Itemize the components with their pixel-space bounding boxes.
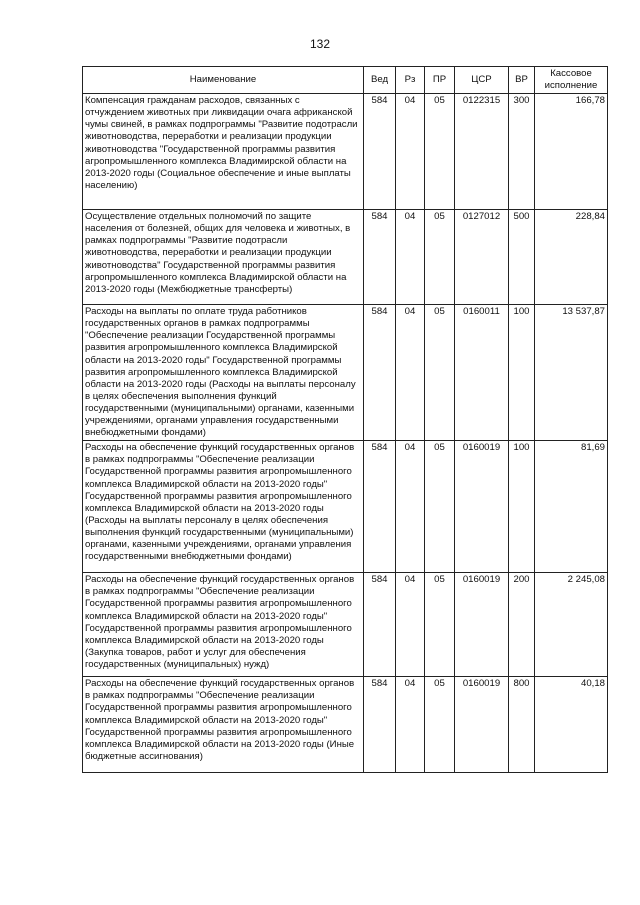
table-row xyxy=(83,441,608,573)
row-vr: 100 xyxy=(509,305,535,441)
row-name: Осуществление отдельных полномочий по защите населения от болезней, общих для человека и животных, в рамках подпрограммы "Развитие подотрасли животноводства, переработки и реализации продукции животноводства" Государственной программы развития агропромышленного комплекса Владимирской области на 2013-2020 годы (Межбюджетные трансферты) xyxy=(83,210,364,305)
row-pr: 05 xyxy=(425,305,455,441)
row-ved: 584 xyxy=(364,441,396,573)
header-csr: ЦСР xyxy=(455,67,509,94)
row-ved: 584 xyxy=(364,677,396,773)
row-ved: 584 xyxy=(364,210,396,305)
row-rz: 04 xyxy=(396,573,425,677)
row-amount: 2 245,08 xyxy=(535,573,608,677)
row-name: Расходы на обеспечение функций государственных органов в рамках подпрограммы "Обеспечение реализации Государственной программы развития агропромышленного комплекса Владимирской области на 2013-2020 годы" Государственной программы развития агропромышленного комплекса Владимирской области на 2013-2020 годы (Иные бюджетные ассигнования) xyxy=(83,677,364,773)
row-amount: 13 537,87 xyxy=(535,305,608,441)
budget-execution-table xyxy=(82,66,608,773)
row-name: Компенсация гражданам расходов, связанных с отчуждением животных при ликвидации очага африканской чумы свиней, в рамках подпрограммы "Развитие подотрасли животноводства, переработки и реализации продукции животноводства "Государственной программы развития агропромышленного комплекса Владимирской области на 2013-2020 годы (Социальное обеспечение и иные выплаты населению) xyxy=(83,94,364,210)
row-vr: 300 xyxy=(509,94,535,210)
row-pr: 05 xyxy=(425,210,455,305)
row-csr: 0160019 xyxy=(455,573,509,677)
table-row xyxy=(83,305,608,441)
header-kassovoe: Кассовое исполнение xyxy=(535,67,608,94)
row-rz: 04 xyxy=(396,210,425,305)
header-name: Наименование xyxy=(83,67,364,94)
row-csr: 0160011 xyxy=(455,305,509,441)
row-pr: 05 xyxy=(425,573,455,677)
table-row xyxy=(83,573,608,677)
row-pr: 05 xyxy=(425,441,455,573)
header-ved: Вед xyxy=(364,67,396,94)
row-csr: 0127012 xyxy=(455,210,509,305)
header-vr: ВР xyxy=(509,67,535,94)
row-rz: 04 xyxy=(396,677,425,773)
row-name: Расходы на обеспечение функций государственных органов в рамках подпрограммы "Обеспечение реализации Государственной программы развития агропромышленного комплекса Владимирской области на 2013-2020 годы" Государственной программы развития агропромышленного комплекса Владимирской области на 2013-2020 годы (Закупка товаров, работ и услуг для обеспечения государственных (муниципальных) нужд) xyxy=(83,573,364,677)
row-amount: 81,69 xyxy=(535,441,608,573)
row-amount: 228,84 xyxy=(535,210,608,305)
row-csr: 0160019 xyxy=(455,441,509,573)
row-amount: 166,78 xyxy=(535,94,608,210)
row-vr: 500 xyxy=(509,210,535,305)
row-csr: 0160019 xyxy=(455,677,509,773)
row-name: Расходы на обеспечение функций государственных органов в рамках подпрограммы "Обеспечение реализации Государственной программы развития агропромышленного комплекса Владимирской области на 2013-2020 годы" Государственной программы развития агропромышленного комплекса Владимирской области на 2013-2020 годы (Расходы на выплаты персоналу в целях обеспечения выполнения функций государственными (муниципальными) органами, казенными учреждениями, органами управления государственными внебюджетными фондами) xyxy=(83,441,364,573)
header-rz: Рз xyxy=(396,67,425,94)
table-row xyxy=(83,94,608,210)
row-name: Расходы на выплаты по оплате труда работников государственных органов в рамках подпрограммы "Обеспечение реализации Государственной программы развития агропромышленного комплекса Владимирской области на 2013-2020 годы" Государственной программы развития агропромышленного комплекса Владимирской области на 2013-2020 годы (Расходы на выплаты персоналу в целях обеспечения выполнения функций государственными (муниципальными) органами, казенными учреждениями, органами управления государственными внебюджетными фондами) xyxy=(83,305,364,441)
row-rz: 04 xyxy=(396,305,425,441)
row-vr: 800 xyxy=(509,677,535,773)
row-pr: 05 xyxy=(425,677,455,773)
header-pr: ПР xyxy=(425,67,455,94)
row-ved: 584 xyxy=(364,305,396,441)
table-row xyxy=(83,677,608,773)
page-number: 132 xyxy=(309,37,331,51)
row-rz: 04 xyxy=(396,94,425,210)
row-ved: 584 xyxy=(364,94,396,210)
row-vr: 100 xyxy=(509,441,535,573)
table-header-row xyxy=(83,67,608,94)
row-amount: 40,18 xyxy=(535,677,608,773)
table-row xyxy=(83,210,608,305)
row-csr: 0122315 xyxy=(455,94,509,210)
row-rz: 04 xyxy=(396,441,425,573)
row-vr: 200 xyxy=(509,573,535,677)
row-pr: 05 xyxy=(425,94,455,210)
row-ved: 584 xyxy=(364,573,396,677)
